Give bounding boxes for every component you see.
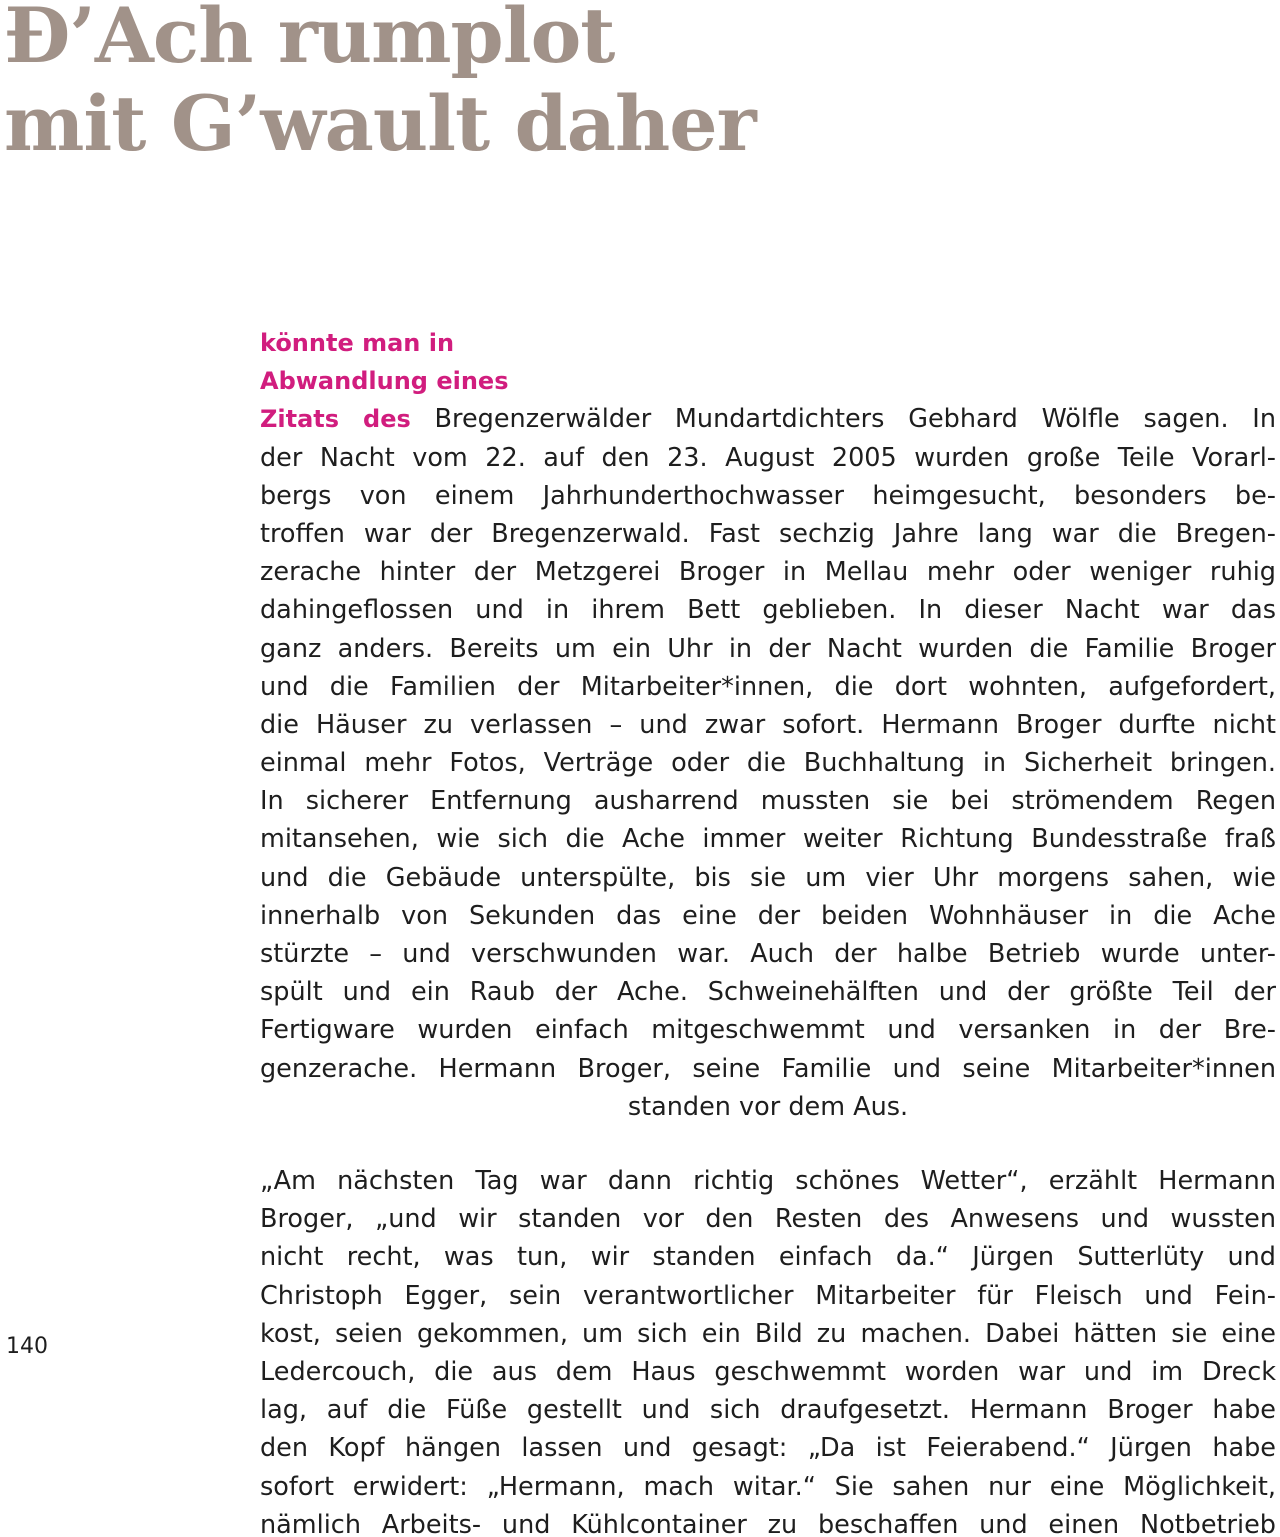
text-line: ganz anders. Bereits um ein Uhr in der Nacht wurden die Familie Broger (260, 633, 1276, 664)
text-line: und die Familien der Mitarbeiter*innen, die dort wohnten, aufgefordert, (260, 671, 1276, 702)
text-line: sofort erwidert: „Hermann, mach witar.“ Sie sahen nur eine Möglichkeit, (260, 1471, 1276, 1502)
text-line: die Häuser zu verlassen – und zwar sofort. Hermann Broger durfte nicht (260, 709, 1276, 740)
text-line: Broger, „und wir standen vor den Resten des Anwesens und wussten (260, 1204, 1276, 1235)
text-line: zerache hinter der Metzgerei Broger in Mellau mehr oder weniger ruhig (260, 557, 1276, 588)
chapter-title (4, 0, 904, 168)
text-line: genzerache. Hermann Broger, seine Familie und seine Mitarbeiter*innen (260, 1053, 1276, 1084)
text-line: nämlich Arbeits- und Kühlcontainer zu beschaffen und einen Notbetrieb (260, 1509, 1276, 1537)
text-line: einmal mehr Fotos, Verträge oder die Buchhaltung in Sicherheit bringen. (260, 748, 1276, 779)
text-line: nicht recht, was tun, wir standen einfach da.“ Jürgen Sutterlüty und (260, 1242, 1276, 1273)
text-line-last: standen vor dem Aus. (627, 1091, 909, 1122)
text-line: kost, seien gekommen, um sich ein Bild zu machen. Dabei hätten sie eine (260, 1318, 1276, 1349)
text-line: troffen war der Bregenzerwald. Fast sechzig Jahre lang war die Bregen- (260, 518, 1276, 549)
text-line: Christoph Egger, sein verantwortlicher Mitarbeiter für Fleisch und Fein- (260, 1280, 1276, 1311)
text-line: bergs von einem Jahrhunderthochwasser heimgesucht, besonders be- (260, 480, 1276, 511)
text-line: und die Gebäude unterspülte, bis sie um vier Uhr morgens sahen, wie (260, 862, 1276, 893)
chapter-title-line-2: mit G’wault daher (4, 79, 756, 168)
text-line: den Kopf hängen lassen und gesagt: „Da ist Feierabend.“ Jürgen habe (260, 1433, 1276, 1464)
text-line: innerhalb von Sekunden das eine der beiden Wohnhäuser in die Ache (260, 900, 1276, 931)
text-line: stürzte – und verschwunden war. Auch der halbe Betrieb wurde unter- (260, 939, 1276, 969)
paragraph-2 (260, 1162, 1276, 1537)
page-number: 140 (6, 1334, 48, 1359)
paragraph-1-line-1-text: Bregenzerwälder Mundartdichters Gebhard Wölfle sagen. In (434, 404, 1276, 435)
text-line: In sicherer Entfernung ausharrend mussten sie bei strömendem Regen (260, 786, 1276, 817)
text-line: mitansehen, wie sich die Ache immer weiter Richtung Bundesstraße fraß (260, 824, 1276, 855)
lead-in-line-1: könnte man in (260, 329, 455, 357)
lead-in-line-2: Abwandlung eines (260, 367, 509, 396)
text-line: dahingeflossen und in ihrem Bett geblieben. In dieser Nacht war das (260, 595, 1276, 626)
text-line: „Am nächsten Tag war dann richtig schönes Wetter“, erzählt Hermann (260, 1166, 1276, 1196)
paragraph-1 (260, 324, 1276, 1126)
paragraph-1-line-1 (260, 400, 1276, 438)
chapter-title-line-1: Đ’Ach rumplot (4, 0, 615, 80)
text-line: spült und ein Raub der Ache. Schweinehälften und der größte Teil der (260, 977, 1276, 1008)
text-line: lag, auf die Füße gestellt und sich draufgesetzt. Hermann Broger habe (260, 1395, 1276, 1426)
text-line: Fertigware wurden einfach mitgeschwemmt und versanken in der Bre- (260, 1015, 1276, 1046)
text-line: Ledercouch, die aus dem Haus geschwemmt worden war und im Dreck (260, 1356, 1276, 1387)
lead-in-line-3: Zitats des (260, 405, 411, 434)
text-line: der Nacht vom 22. auf den 23. August 2005 wurden große Teile Vorarl- (260, 442, 1276, 473)
